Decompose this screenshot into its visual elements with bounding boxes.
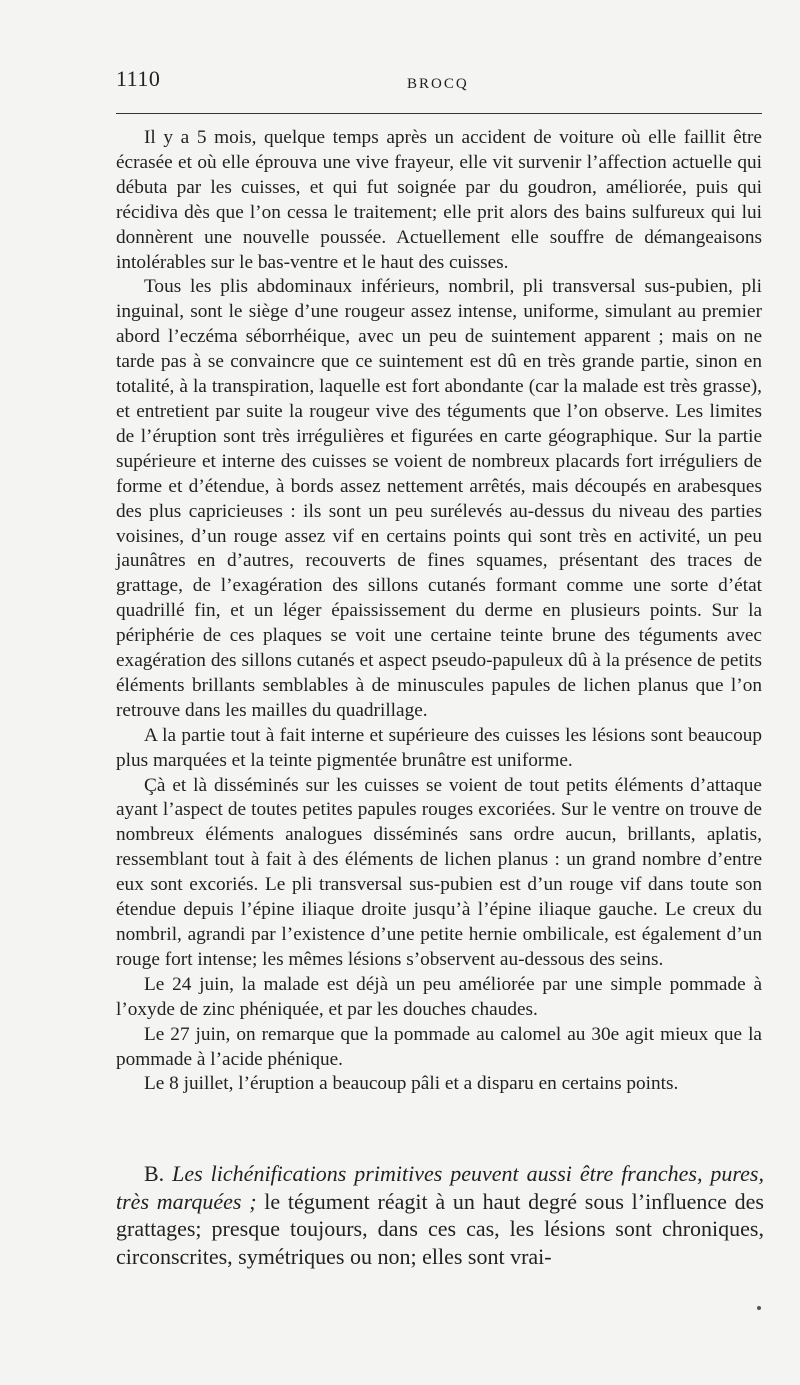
running-head: BROCQ [407,76,469,92]
paragraph-june-24: Le 24 juin, la malade est déjà un peu améliorée par une simple pommade à l’oxyde de zinc phéniquée, et par les douches chaudes. [116,973,762,1020]
header-rule [116,113,762,114]
section-b-paragraph [116,1160,764,1270]
section-b-text: le tégument réagit à un haut degré sous l’influence des grattages; presque toujours, dans ces cas, les lésions sont chroniques, circonscrites, symétriques ou non; elles sont vrai- [116,1188,764,1269]
section-b-label: B. [144,1161,165,1186]
paragraph-description: Tous les plis abdominaux inférieurs, nombril, pli transversal sus-pubien, pli inguinal, sont le siège d’une rougeur assez intense, uniforme, simulant au premier abord l’eczéma séborrhéique, avec un peu de suintement apparent ; mais on ne tarde pas à se convaincre que ce suintement est dû en très grande partie, sinon en totalité, à la transpiration, laquelle est fort abondante (car la malade est très grasse), et entretient par suite la rougeur vive des téguments que l’on observe. Les limites de l’éruption sont très irrégulières et figurées en carte géographique. Sur la partie supérieure et interne des cuisses se voient de nombreux placards fort irréguliers de forme et d’étendue, à bords assez nettement arrêtés, mais découpés en arabesques des plus capricieuses : ils sont un peu surélevés au-dessus du niveau des parties voisines, d’un rouge assez vif en certains points qui sont très en activité, un peu jaunâtres en d’autres, recouverts de fines squames, présentant des traces de grattage, de l’exagération des sillons cutanés formant comme une sorte d’état quadrillé fin, et un léger épaississement du derme en plusieurs points. Sur la périphérie de ces plaques se voit une certaine teinte brune des téguments avec exagération des sillons cutanés et aspect pseudo-papuleux dû à la présence de petits éléments brillants semblables à de minuscules papules de lichen planus que l’on retrouve dans les mailles du quadrillage. [116,276,762,721]
section-b-italic-text: Les lichénifications primitives peuvent aussi être franches, pures, très marquées ; [116,1161,764,1214]
paragraph-inner-thighs: A la partie tout à fait interne et supérieure des cuisses les lésions sont beaucoup plus marquées et la teinte pigmentée brunâtre est uniforme. [116,724,762,771]
paragraph-june-27: Le 27 juin, on remarque que la pommade au calomel au 30e agit mieux que la pommade à l’acide phénique. [116,1023,762,1070]
body-text [116,126,762,1097]
paragraph-july-8: Le 8 juillet, l’éruption a beaucoup pâli et a disparu en certains points. [144,1073,679,1095]
paragraph-history: Il y a 5 mois, quelque temps après un accident de voiture où elle faillit être écrasée et où elle éprouva une vive frayeur, elle vit survenir l’affection actuelle qui débuta par les cuisses, et qui fut soignée par du goudron, améliorée, puis qui récidiva dès que l’on cessa le traitement; elle prit alors des bains sulfureux qui lui donnèrent une nouvelle poussée. Actuellement elle souffre de démangeaisons intolérables sur le bas-ventre et le haut des cuisses. [116,127,762,273]
page-number: 1110 [116,66,161,91]
print-dot-mark [757,1306,761,1310]
paragraph-disseminated-elements: Çà et là disséminés sur les cuisses se voient de tout petits éléments d’attaque ayant l’aspect de toutes petites papules rouges excoriées. Sur le ventre on trouve de nombreux éléments analogues disséminés sans ordre aucun, brillants, aplatis, ressemblant tout à fait à des éléments de lichen planus : un grand nombre d’entre eux sont excoriés. Le pli transversal sus-pubien est d’un rouge vif dans toute son étendue depuis l’épine iliaque droite jusqu’à l’épine iliaque gauche. Le creux du nombril, agrandi par l’existence d’une petite hernie ombilicale, est également d’un rouge fort intense; les mêmes lésions s’observent au-dessous des seins. [116,774,762,970]
page-header [116,66,764,96]
section-b [116,1160,764,1270]
